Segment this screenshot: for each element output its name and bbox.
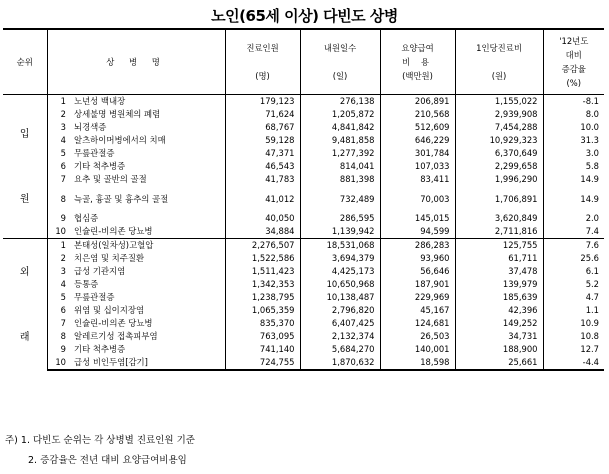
rate-cell: 10.9 (580, 318, 600, 328)
disease-name-cell: 기타 척추병증 (70, 160, 225, 173)
disease-name-cell: 인슐린-비의존 당뇨병 (70, 317, 225, 330)
rank-cell: 3 (60, 266, 66, 276)
rank-cell: 8 (60, 331, 66, 341)
table-row (3, 225, 604, 239)
days-cell: 276,138 (300, 95, 380, 109)
rank-cell: 8 (60, 193, 66, 204)
patients-cell: 34,884 (225, 225, 300, 239)
per-cell: 2,299,658 (455, 160, 543, 173)
page-title: 노인(65세 이상) 다빈도 상병 (211, 7, 398, 25)
disease-name-cell: 급성 비인두염[감기] (70, 356, 225, 370)
rate-cell: 6.1 (585, 266, 600, 276)
table-row (3, 160, 604, 173)
rank-cell: 2 (60, 109, 66, 119)
days-cell: 6,407,425 (300, 317, 380, 330)
disease-name-cell: 상세불명 병원체의 폐렴 (70, 108, 225, 121)
cost-cell: 26,503 (380, 330, 455, 343)
disease-name-cell: 치은염 및 치주질환 (70, 252, 225, 265)
header-disease-name: 상 병 명 (47, 29, 225, 95)
table-row (3, 304, 604, 317)
rank-cell: 5 (60, 292, 66, 302)
inpatient-label-top: 입 (19, 128, 30, 140)
table-row (3, 134, 604, 147)
table-row (3, 278, 604, 291)
disease-name-cell: 늑골, 흉골 및 흉추의 골절 (70, 186, 225, 212)
cost-cell: 210,568 (380, 108, 455, 121)
table-row (3, 330, 604, 343)
rate-cell: 3.0 (585, 148, 600, 158)
disease-name-cell: 무릎관절증 (70, 291, 225, 304)
patients-cell: 46,543 (225, 160, 300, 173)
disease-name-cell: 본태성(일차성)고혈압 (70, 239, 225, 253)
per-cell: 1,155,022 (455, 95, 543, 109)
cost-cell: 45,167 (380, 304, 455, 317)
rank-cell: 5 (60, 148, 66, 158)
table-row (3, 356, 604, 370)
rate-cell: 5.8 (585, 161, 600, 171)
rate-cell: 4.7 (585, 292, 600, 302)
days-cell: 1,870,632 (300, 356, 380, 370)
per-cell: 42,396 (455, 304, 543, 317)
disease-name-cell: 알츠하이머병에서의 치매 (70, 134, 225, 147)
per-cell: 2,711,816 (455, 225, 543, 239)
days-cell: 4,425,173 (300, 265, 380, 278)
rate-cell: 31.3 (580, 135, 600, 145)
rank-cell: 1 (60, 96, 66, 106)
per-cell: 139,979 (455, 278, 543, 291)
rate-cell: 1.1 (585, 305, 600, 315)
days-cell: 814,041 (300, 160, 380, 173)
rank-cell: 4 (60, 279, 66, 289)
cost-cell: 70,003 (380, 186, 455, 212)
cost-cell: 206,891 (380, 95, 455, 109)
rate-cell: 14.9 (580, 174, 600, 184)
table-row (3, 121, 604, 134)
cost-cell: 18,598 (380, 356, 455, 370)
per-cell: 188,900 (455, 343, 543, 356)
patients-cell: 40,050 (225, 212, 300, 225)
rank-cell: 9 (60, 344, 66, 354)
cost-cell: 145,015 (380, 212, 455, 225)
table-row (3, 186, 604, 212)
patients-cell: 724,755 (225, 356, 300, 370)
disease-name-cell: 요추 및 골반의 골절 (70, 173, 225, 186)
per-cell: 25,661 (455, 356, 543, 370)
cost-cell: 229,969 (380, 291, 455, 304)
rank-cell: 7 (60, 174, 66, 184)
table-row (3, 291, 604, 304)
days-cell: 1,205,872 (300, 108, 380, 121)
disease-name-cell: 알레르기성 접촉피부염 (70, 330, 225, 343)
outpatient-category-label (3, 239, 47, 371)
patients-cell: 2,276,507 (225, 239, 300, 253)
patients-cell: 741,140 (225, 343, 300, 356)
days-cell: 881,398 (300, 173, 380, 186)
disease-name-cell: 인슐린-비의존 당뇨병 (70, 225, 225, 239)
table-row (3, 317, 604, 330)
rank-cell: 9 (60, 213, 66, 223)
footnotes (5, 431, 195, 471)
patients-cell: 1,522,586 (225, 252, 300, 265)
rate-cell: 10.8 (580, 331, 600, 341)
per-cell: 34,731 (455, 330, 543, 343)
days-cell: 10,138,487 (300, 291, 380, 304)
patients-cell: 179,123 (225, 95, 300, 109)
inpatient-category-label (3, 95, 47, 239)
rate-cell: 8.0 (585, 109, 600, 119)
rank-cell: 6 (60, 161, 66, 171)
footnote-2: 2. 증감율은 전년 대비 요양급여비용임 (28, 455, 187, 466)
table-row (3, 95, 604, 109)
table-row (3, 343, 604, 356)
days-cell: 2,132,374 (300, 330, 380, 343)
patients-cell: 1,511,423 (225, 265, 300, 278)
rate-cell: 7.4 (585, 226, 600, 236)
cost-cell: 646,229 (380, 134, 455, 147)
table-row (3, 252, 604, 265)
cost-cell: 94,599 (380, 225, 455, 239)
days-cell: 2,796,820 (300, 304, 380, 317)
disease-name-cell: 뇌경색증 (70, 121, 225, 134)
patients-cell: 41,012 (225, 186, 300, 212)
per-cell: 149,252 (455, 317, 543, 330)
days-cell: 5,684,270 (300, 343, 380, 356)
per-cell: 3,620,849 (455, 212, 543, 225)
days-cell: 4,841,842 (300, 121, 380, 134)
patients-cell: 68,767 (225, 121, 300, 134)
rank-cell: 7 (60, 318, 66, 328)
rate-cell: 12.7 (580, 344, 600, 354)
table-row (3, 265, 604, 278)
disease-name-cell: 협심증 (70, 212, 225, 225)
header-patients: 진료인원 (명) (225, 29, 300, 95)
cost-cell: 286,283 (380, 239, 455, 253)
per-cell: 1,996,290 (455, 173, 543, 186)
rate-cell: 14.9 (580, 193, 600, 204)
outpatient-label-top: 외 (19, 266, 30, 278)
patients-cell: 47,371 (225, 147, 300, 160)
days-cell: 1,277,392 (300, 147, 380, 160)
rank-cell: 10 (55, 226, 66, 236)
table-row (3, 239, 604, 253)
patients-cell: 71,624 (225, 108, 300, 121)
patients-cell: 835,370 (225, 317, 300, 330)
disease-name-cell: 노년성 백내장 (70, 95, 225, 109)
patients-cell: 1,065,359 (225, 304, 300, 317)
rank-cell: 6 (60, 305, 66, 315)
days-cell: 18,531,068 (300, 239, 380, 253)
per-cell: 1,706,891 (455, 186, 543, 212)
rate-cell: 7.6 (543, 239, 604, 253)
days-cell: 732,489 (300, 186, 380, 212)
rate-cell: 5.2 (585, 279, 600, 289)
disease-table (3, 28, 604, 371)
per-cell: 125,755 (455, 239, 543, 253)
cost-cell: 187,901 (380, 278, 455, 291)
per-cell: 10,929,323 (455, 134, 543, 147)
disease-name-cell: 무릎관절증 (70, 147, 225, 160)
cost-cell: 301,784 (380, 147, 455, 160)
header-per-capita: 1인당진료비 (원) (455, 29, 543, 95)
days-cell: 10,650,968 (300, 278, 380, 291)
rank-cell: 1 (47, 239, 70, 253)
footnote-1: 주) 1. 다빈도 순위는 각 상병별 진료인원 기준 (5, 435, 195, 446)
days-cell: 9,481,858 (300, 134, 380, 147)
cost-cell: 140,001 (380, 343, 455, 356)
patients-cell: 41,783 (225, 173, 300, 186)
cost-cell: 107,033 (380, 160, 455, 173)
cost-cell: 124,681 (380, 317, 455, 330)
disease-name-cell: 기타 척추병증 (70, 343, 225, 356)
table-row (3, 108, 604, 121)
per-cell: 2,939,908 (455, 108, 543, 121)
days-cell: 3,694,379 (300, 252, 380, 265)
patients-cell: 1,342,353 (225, 278, 300, 291)
rate-cell: -4.4 (543, 356, 604, 370)
cost-cell: 56,646 (380, 265, 455, 278)
rank-cell: 3 (60, 122, 66, 132)
header-rank: 순위 (3, 29, 47, 95)
rank-cell: 4 (60, 135, 66, 145)
rate-cell: 2.0 (585, 213, 600, 223)
patients-cell: 1,238,795 (225, 291, 300, 304)
per-cell: 185,639 (455, 291, 543, 304)
table-row (3, 147, 604, 160)
rank-cell: 10 (47, 356, 70, 370)
days-cell: 286,595 (300, 212, 380, 225)
days-cell: 1,139,942 (300, 225, 380, 239)
per-cell: 61,711 (455, 252, 543, 265)
inpatient-label-bottom: 원 (19, 193, 30, 205)
disease-name-cell: 위염 및 십이지장염 (70, 304, 225, 317)
table-row (3, 173, 604, 186)
outpatient-label-bottom: 래 (19, 331, 30, 343)
per-cell: 7,454,288 (455, 121, 543, 134)
rank-cell: 2 (60, 253, 66, 263)
disease-name-cell: 급성 기관지염 (70, 265, 225, 278)
table-row (3, 212, 604, 225)
rate-cell: 10.0 (580, 122, 600, 132)
cost-cell: 93,960 (380, 252, 455, 265)
patients-cell: 763,095 (225, 330, 300, 343)
rate-cell: -8.1 (582, 96, 600, 106)
header-days: 내원일수 (일) (300, 29, 380, 95)
cost-cell: 512,609 (380, 121, 455, 134)
table-header-row (3, 29, 604, 95)
header-change-rate: '12년도 대비 증감율 (%) (543, 29, 604, 95)
header-cost: 요양급여 비 용 (백만원) (380, 29, 455, 95)
disease-name-cell: 등통증 (70, 278, 225, 291)
per-cell: 6,370,649 (455, 147, 543, 160)
rate-cell: 25.6 (580, 253, 600, 263)
per-cell: 37,478 (455, 265, 543, 278)
patients-cell: 59,128 (225, 134, 300, 147)
cost-cell: 83,411 (380, 173, 455, 186)
